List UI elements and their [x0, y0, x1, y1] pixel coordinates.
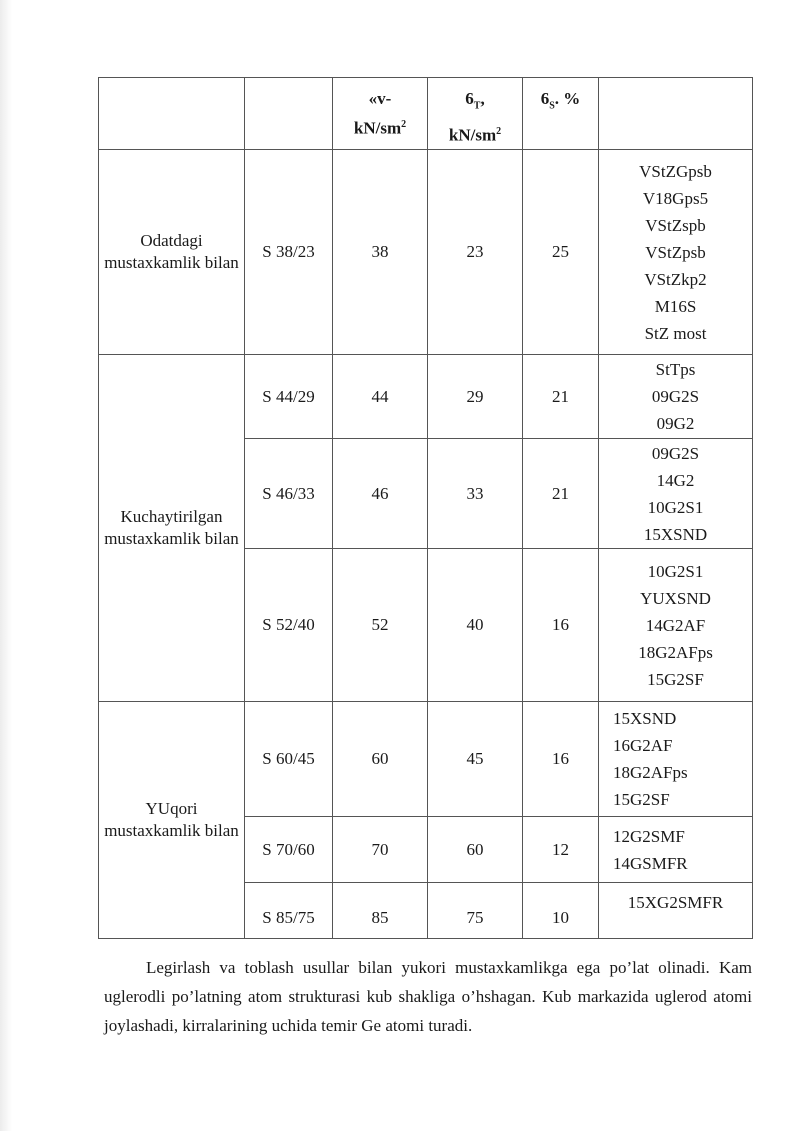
table-header-row — [99, 78, 753, 150]
yield-cell: 75 — [428, 883, 523, 939]
header-elongation-sub: S — [549, 100, 555, 112]
steel-brand: 15XSND — [643, 524, 708, 544]
steel-brands-cell — [599, 702, 753, 817]
paragraph-text: Legirlash va toblash usullar bilan yukori mustaxkamlikga ega po’lat olinadi. Kam uglerodli po’latning atom strukturasi kub shakliga o’hshagan. Kub markazida uglerod atomi joylashadi, kirralarining uchida temir Ge atomi turadi. — [104, 958, 752, 1035]
grade-cell: S 85/75 — [245, 883, 333, 939]
yield-cell: 33 — [428, 439, 523, 549]
tensile-cell: 44 — [333, 355, 428, 439]
elongation-cell: 16 — [523, 549, 599, 702]
tensile-cell: 60 — [333, 702, 428, 817]
grade-cell: S 60/45 — [245, 702, 333, 817]
steel-brand: StZ most — [644, 323, 707, 343]
steel-brand: 15G2SF — [613, 790, 670, 810]
header-yield-strength — [428, 78, 523, 150]
tensile-cell: 85 — [333, 883, 428, 939]
elongation-cell: 12 — [523, 817, 599, 883]
steel-brands-cell — [599, 883, 753, 939]
grade-cell: S 52/40 — [245, 549, 333, 702]
steel-brand: 15G2SF — [647, 669, 704, 689]
yield-cell: 23 — [428, 150, 523, 355]
elongation-cell: 16 — [523, 702, 599, 817]
steel-brands-cell — [599, 817, 753, 883]
steel-brand: 12G2SMF — [613, 826, 685, 846]
steel-brands-cell — [599, 355, 753, 439]
header-grade — [245, 78, 333, 150]
steel-brand: 18G2AFps — [613, 763, 688, 783]
steel-brands-cell — [599, 150, 753, 355]
steel-brand: 16G2AF — [613, 736, 673, 756]
tensile-cell: 46 — [333, 439, 428, 549]
steel-brand: 18G2AFps — [638, 642, 713, 662]
grade-cell: S 70/60 — [245, 817, 333, 883]
steel-brand: 09G2S — [651, 443, 700, 463]
group-name: Odatdagi mustaxkamlik bilan — [99, 150, 245, 355]
table-row — [99, 355, 753, 439]
steel-brand: VStZpsb — [645, 242, 706, 262]
steel-brands-cell — [599, 549, 753, 702]
steel-brand: VStZGpsb — [639, 161, 712, 181]
steel-brand: 14G2AF — [645, 615, 706, 635]
header-yield-symbol: 6 — [465, 89, 474, 108]
steel-brand: 10G2S1 — [647, 497, 704, 517]
grade-cell: S 38/23 — [245, 150, 333, 355]
steel-brand: VStZkp2 — [644, 269, 707, 289]
header-yield-sub: T — [473, 100, 481, 112]
steel-brand: VStZspb — [645, 215, 706, 235]
steel-brands-cell — [599, 439, 753, 549]
steel-brand: YUXSND — [640, 588, 711, 608]
steel-brand: 10G2S1 — [647, 561, 704, 581]
steel-brand: 09G2S — [651, 387, 700, 407]
grade-cell: S 46/33 — [245, 439, 333, 549]
header-tensile-sup: 2 — [401, 119, 407, 130]
header-tensile-unit: kN/sm — [353, 118, 402, 138]
table-row — [99, 150, 753, 355]
header-group — [99, 78, 245, 150]
header-elongation-symbol: 6 — [540, 89, 550, 108]
elongation-cell: 10 — [523, 883, 599, 939]
elongation-cell: 25 — [523, 150, 599, 355]
group-name: YUqori mustaxkamlik bilan — [99, 702, 245, 939]
header-elongation — [523, 78, 599, 150]
steel-brand: 09G2 — [656, 414, 695, 434]
header-yield-unit: kN/sm — [448, 126, 497, 146]
header-tensile-strength — [333, 78, 428, 150]
table-row — [99, 702, 753, 817]
body-paragraph — [104, 953, 752, 1040]
steel-brand: M16S — [654, 296, 697, 316]
header-tensile-line1: «v- — [368, 89, 392, 108]
tensile-cell: 52 — [333, 549, 428, 702]
header-steel-brands — [599, 78, 753, 150]
tensile-cell: 70 — [333, 817, 428, 883]
header-yield-comma: , — [480, 89, 485, 108]
elongation-cell: 21 — [523, 439, 599, 549]
yield-cell: 40 — [428, 549, 523, 702]
group-name: Kuchaytirilgan mustaxkamlik bilan — [99, 355, 245, 702]
steel-brand: StTps — [655, 360, 696, 380]
header-elongation-tail: . % — [554, 89, 581, 108]
steel-grades-table — [98, 77, 753, 939]
steel-brand: 14G2 — [656, 470, 695, 490]
grade-cell: S 44/29 — [245, 355, 333, 439]
header-yield-sup: 2 — [496, 126, 502, 138]
elongation-cell: 21 — [523, 355, 599, 439]
steel-brand: 14GSMFR — [613, 853, 688, 873]
steel-brand: V18Gps5 — [642, 188, 709, 208]
tensile-cell: 38 — [333, 150, 428, 355]
yield-cell: 29 — [428, 355, 523, 439]
steel-brand: 15XG2SMFR — [627, 893, 724, 913]
yield-cell: 60 — [428, 817, 523, 883]
yield-cell: 45 — [428, 702, 523, 817]
steel-brand: 15XSND — [613, 709, 677, 729]
